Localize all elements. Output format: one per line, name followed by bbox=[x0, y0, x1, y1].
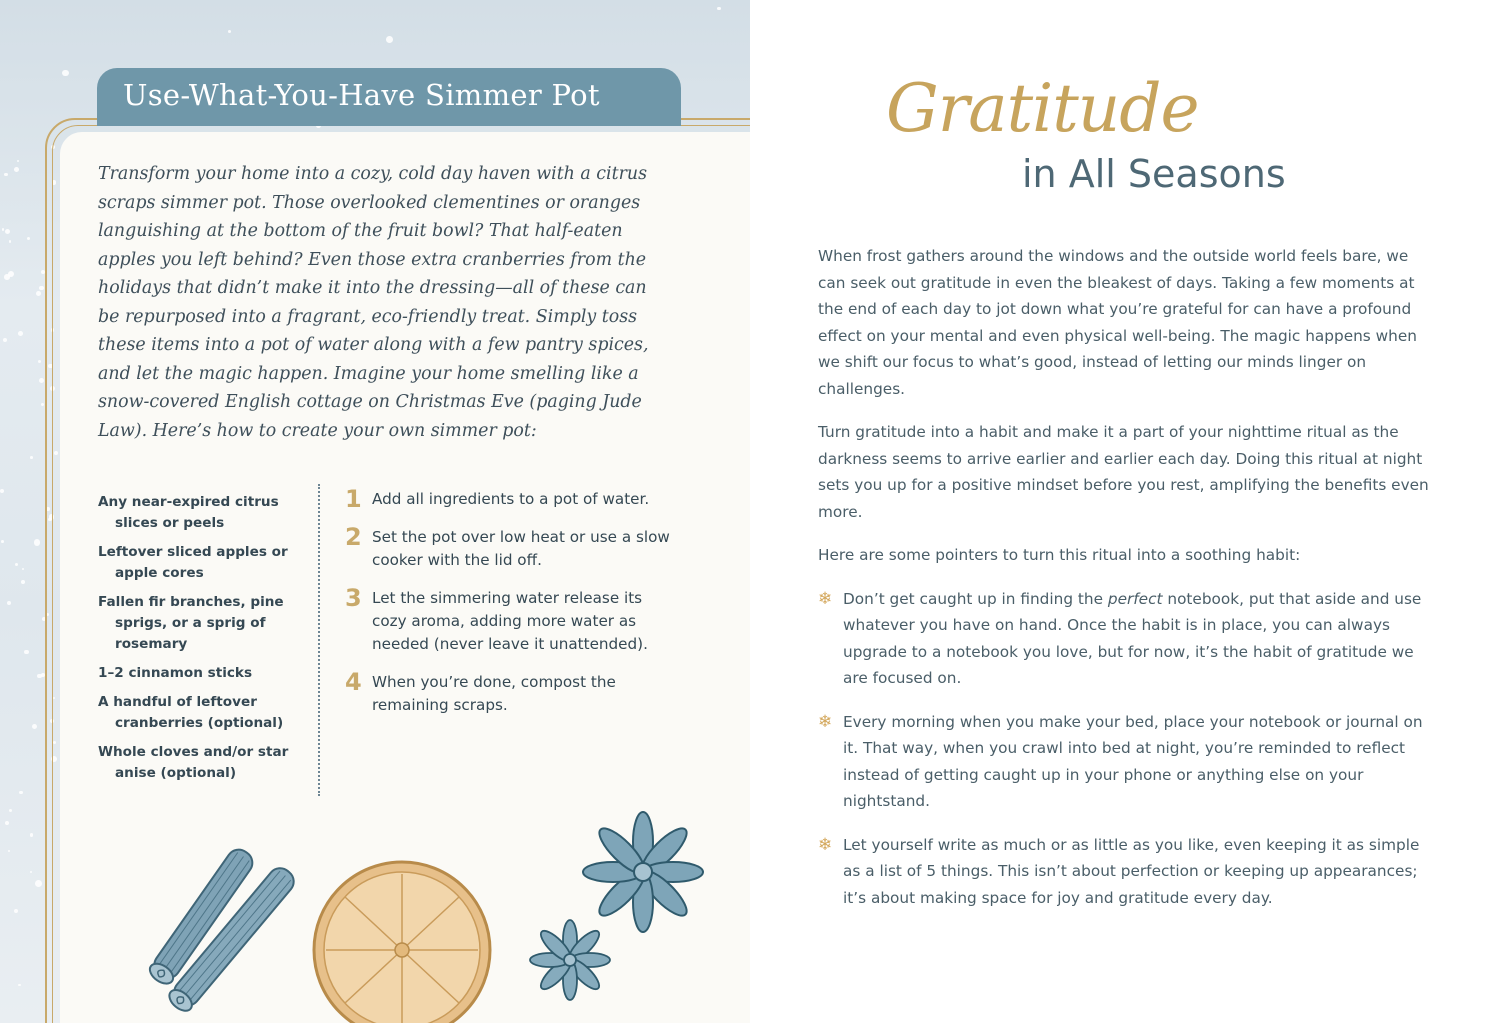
star-anise-icon bbox=[583, 812, 703, 932]
tip-item bbox=[818, 586, 1430, 692]
snow-speck bbox=[2, 228, 5, 231]
tip-text: Every morning when you make your bed, place your notebook or journal on it. That way, when you crawl into bed at night, you’re reminded to reflect instead of getting caught up in your phone or anything else on your nightstand. bbox=[843, 712, 1423, 810]
snow-speck bbox=[386, 36, 393, 43]
snowflake-icon: ❄ bbox=[818, 711, 833, 732]
snow-speck bbox=[30, 456, 33, 459]
snow-speck bbox=[4, 173, 7, 176]
snow-speck bbox=[1, 540, 4, 543]
tip-item bbox=[818, 709, 1430, 815]
snow-speck bbox=[32, 724, 37, 729]
tip-text-cont: notebook, put that aside and use whatever you have on hand. Once the habit is in place, you can always upgrade to a notebook you love, but for now, it’s the habit of gratitude we are focused on. bbox=[843, 589, 1422, 687]
recipe-title: Use-What-You-Have Simmer Pot bbox=[123, 78, 600, 112]
ingredient-item: Leftover sliced apples or apple cores bbox=[98, 544, 288, 581]
snow-speck bbox=[19, 791, 23, 795]
snow-speck bbox=[18, 331, 23, 336]
paragraph: Here are some pointers to turn this ritual into a soothing habit: bbox=[818, 546, 1301, 564]
right-page bbox=[750, 0, 1500, 1023]
snow-speck bbox=[14, 167, 19, 172]
step-number: 3 bbox=[345, 584, 362, 612]
tip-emphasis: perfect bbox=[1107, 589, 1163, 608]
tip-text: Let yourself write as much or as little as you like, even keeping it as simple as a list of 5 things. This isn’t about perfection or keeping up appearances; it’s about making space for joy and gratitude every day. bbox=[843, 835, 1420, 907]
cinnamon-sticks-icon bbox=[146, 845, 298, 1015]
step-number: 1 bbox=[345, 485, 362, 513]
snow-speck bbox=[22, 568, 24, 570]
step-number: 4 bbox=[345, 668, 362, 696]
snow-speck bbox=[717, 7, 720, 10]
article-body bbox=[818, 243, 1430, 928]
star-anise-small-icon bbox=[530, 920, 610, 1000]
tips-list bbox=[818, 586, 1430, 912]
snow-speck bbox=[21, 580, 25, 584]
step-item bbox=[345, 668, 675, 717]
snow-speck bbox=[34, 539, 40, 545]
ingredient-item: Whole cloves and/or star anise (optional) bbox=[98, 744, 289, 781]
snow-speck bbox=[0, 489, 4, 493]
dotted-divider bbox=[318, 484, 320, 796]
step-item bbox=[345, 485, 675, 513]
snow-speck bbox=[41, 403, 45, 407]
snow-speck bbox=[17, 160, 19, 162]
step-text: Add all ingredients to a pot of water. bbox=[372, 490, 650, 508]
snow-speck bbox=[24, 650, 29, 655]
ingredient-list bbox=[98, 492, 308, 792]
snow-speck bbox=[39, 378, 45, 384]
recipe-title-tab bbox=[97, 68, 681, 126]
snow-speck bbox=[39, 286, 43, 290]
snow-speck bbox=[7, 601, 11, 605]
step-item bbox=[345, 523, 675, 572]
tip-item bbox=[818, 832, 1430, 912]
snow-speck bbox=[38, 360, 41, 363]
spice-illustrations bbox=[0, 800, 750, 1023]
orange-slice-icon bbox=[314, 862, 490, 1023]
recipe-intro: Transform your home into a cozy, cold day haven with a citrus scraps simmer pot. Those overlooked clementines or oranges languishing at the bottom of the fruit bowl? That half-eaten apples you left behind? Even those extra cranberries from the holidays that didn’t make it into the dressing—all of these can be repurposed into a fragrant, eco-friendly treat. Simply toss these items into a pot of water along with a few pantry spices, and let the magic happen. Imagine your home smelling like a snow-covered English cottage on Christmas Eve (paging Jude Law). Here’s how to create your own simmer pot: bbox=[98, 164, 649, 441]
ingredient-item: Fallen fir branches, pine sprigs, or a sprig of rosemary bbox=[98, 594, 284, 652]
step-text: When you’re done, compost the remaining scraps. bbox=[372, 673, 616, 714]
paragraph: Turn gratitude into a habit and make it a part of your nighttime ritual as the darkness seems to arrive earlier and earlier each day. Doing this ritual at night sets you up for a positive mindset before you rest, amplifying the benefits even more. bbox=[818, 423, 1429, 521]
step-item bbox=[345, 584, 675, 656]
step-list bbox=[345, 485, 675, 732]
step-text: Set the pot over low heat or use a slow cooker with the lid off. bbox=[372, 528, 670, 569]
snow-speck bbox=[9, 240, 11, 242]
snow-speck bbox=[62, 70, 68, 76]
snowflake-icon: ❄ bbox=[818, 834, 833, 855]
ingredient-item: A handful of leftover cranberries (optional) bbox=[98, 694, 284, 731]
snow-speck bbox=[4, 274, 10, 280]
snow-speck bbox=[5, 229, 10, 234]
tip-text: Don’t get caught up in finding the bbox=[843, 589, 1108, 608]
snowflake-icon: ❄ bbox=[818, 588, 833, 609]
snow-speck bbox=[3, 338, 7, 342]
ingredient-item: Any near-expired citrus slices or peels bbox=[98, 494, 279, 531]
snow-speck bbox=[27, 237, 30, 240]
ingredient-item: 1–2 cinnamon sticks bbox=[98, 665, 253, 681]
page-title-script: Gratitude bbox=[886, 70, 1199, 147]
snow-speck bbox=[36, 291, 41, 296]
step-number: 2 bbox=[345, 523, 362, 551]
paragraph: When frost gathers around the windows and the outside world feels bare, we can seek out gratitude in even the bleakest of days. Taking a few moments at the end of each day to jot down what you’re grateful for can have a profound effect on your mental and even physical well-being. The magic happens when we shift our focus to what’s good, instead of letting our minds linger on challenges. bbox=[818, 247, 1417, 398]
snow-speck bbox=[15, 563, 18, 566]
snow-speck bbox=[228, 30, 231, 33]
page-subtitle: in All Seasons bbox=[1022, 152, 1286, 196]
step-text: Let the simmering water release its cozy aroma, adding more water as needed (never leave it unattended). bbox=[372, 589, 648, 653]
